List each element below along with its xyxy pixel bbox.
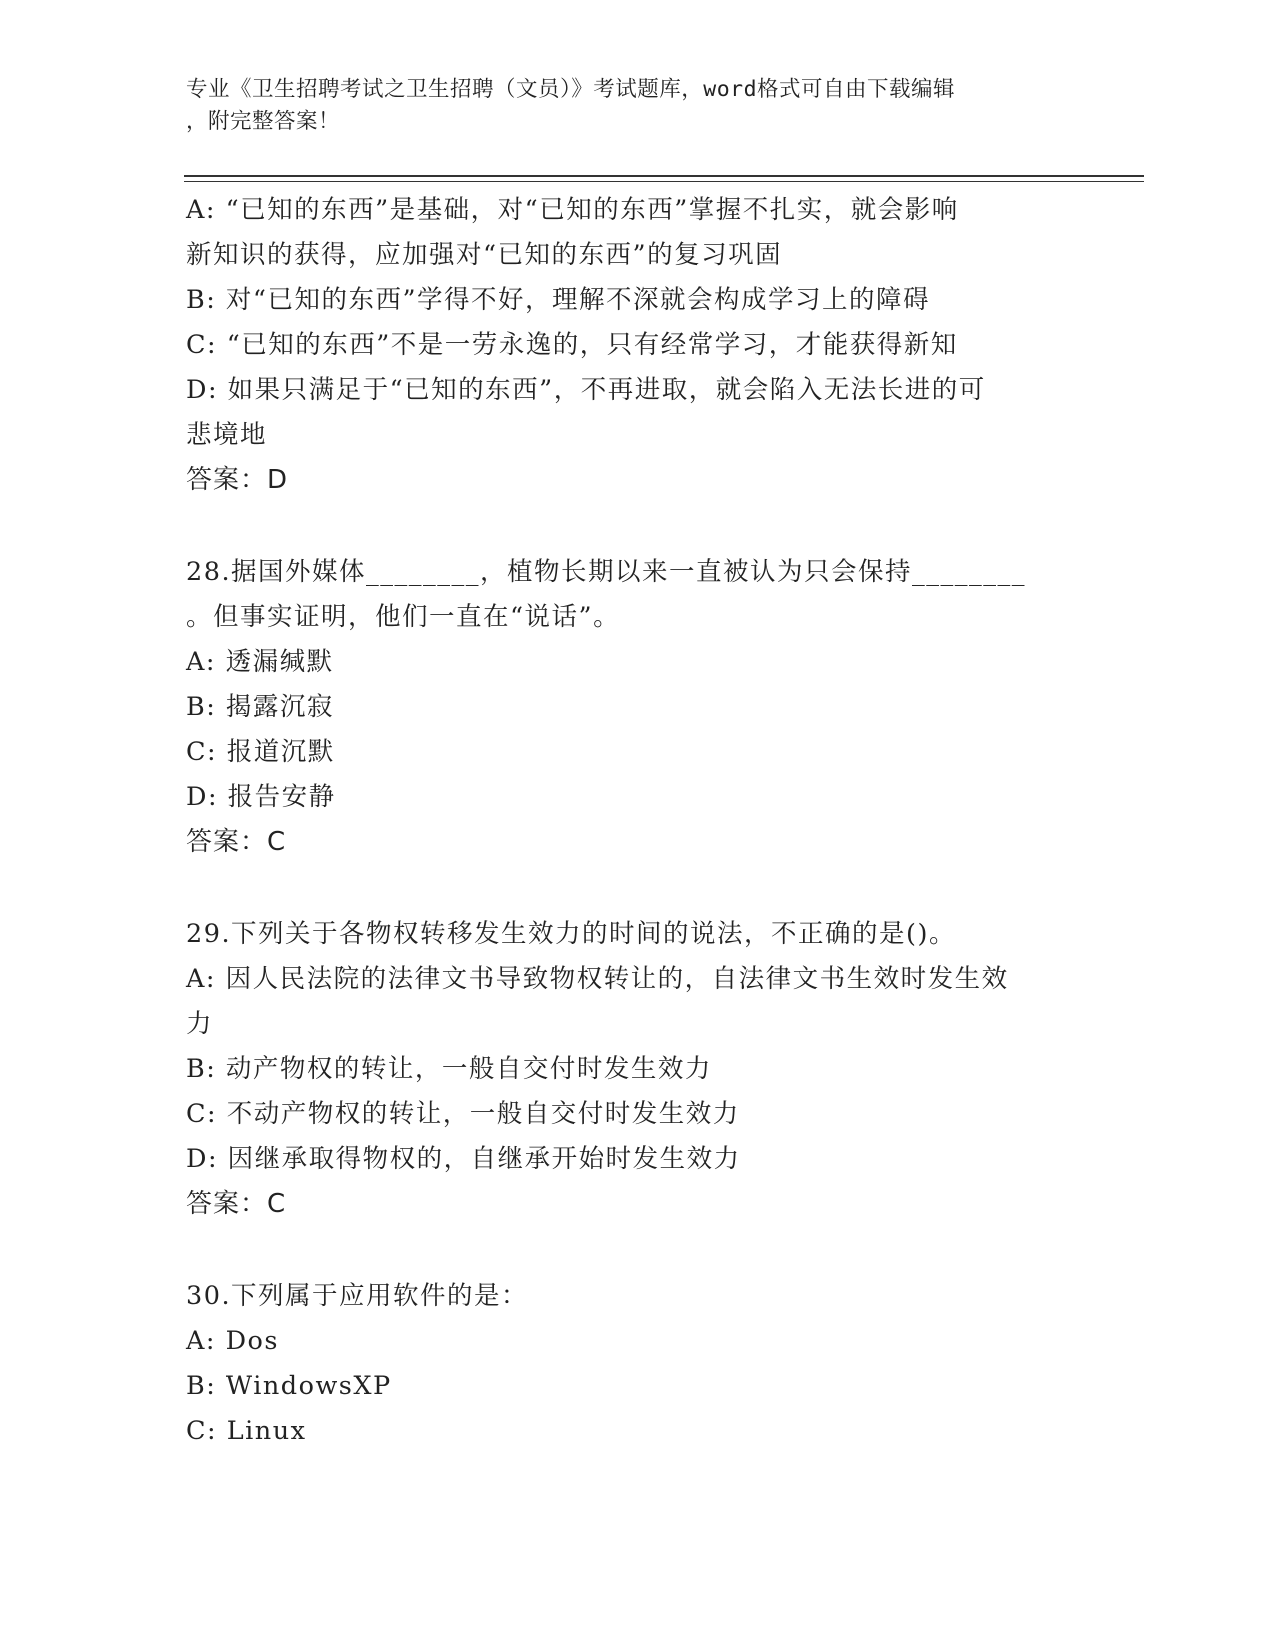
question-stem-line-2: 。但事实证明，他们一直在“说话”。 — [186, 602, 621, 632]
question-27 — [186, 188, 1086, 503]
option-d-line-2: 悲境地 — [186, 420, 268, 450]
header-rule-thin — [184, 181, 1144, 182]
option-b: B: 揭露沉寂 — [186, 692, 334, 722]
spacer — [186, 865, 1086, 912]
option-d-line-1: D: 如果只满足于“已知的东西”，不再进取，就会陷入无法长进的可 — [186, 375, 986, 405]
question-29 — [186, 912, 1086, 1227]
option-b: B: WindowsXP — [186, 1371, 392, 1401]
option-b: B: 对“已知的东西”学得不好，理解不深就会构成学习上的障碍 — [186, 285, 931, 315]
option-a: A: 透漏缄默 — [186, 647, 334, 677]
question-stem: 29.下列关于各物权转移发生效力的时间的说法，不正确的是()。 — [186, 919, 956, 949]
header-rule-thick — [184, 175, 1144, 177]
option-a-line-2: 力 — [186, 1009, 214, 1039]
spacer — [186, 503, 1086, 550]
question-28 — [186, 550, 1086, 865]
option-d: D: 报告安静 — [186, 782, 336, 812]
spacer — [186, 1227, 1086, 1274]
answer-28: 答案：C — [186, 827, 287, 857]
header-line-2: ，附完整答案！ — [186, 109, 341, 134]
question-30 — [186, 1274, 1086, 1454]
header-line-1: 专业《卫生招聘考试之卫生招聘（文员）》考试题库，word格式可自由下载编辑 — [186, 77, 956, 102]
question-stem: 30.下列属于应用软件的是： — [186, 1281, 529, 1311]
option-a-line-2: 新知识的获得，应加强对“已知的东西”的复习巩固 — [186, 240, 783, 270]
option-d: D: 因继承取得物权的，自继承开始时发生效力 — [186, 1144, 741, 1174]
option-a-line-1: A: 因人民法院的法律文书导致物权转让的，自法律文书生效时发生效 — [186, 964, 1009, 994]
option-c: C: “已知的东西”不是一劳永逸的，只有经常学习，才能获得新知 — [186, 330, 958, 360]
option-a-line-1: A: “已知的东西”是基础，对“已知的东西”掌握不扎实，就会影响 — [186, 195, 959, 225]
answer-27: 答案：D — [186, 465, 289, 495]
document-body — [186, 188, 1086, 1454]
answer-29: 答案：C — [186, 1189, 287, 1219]
option-b: B: 动产物权的转让，一般自交付时发生效力 — [186, 1054, 712, 1084]
option-c: C: 报道沉默 — [186, 737, 335, 767]
option-a: A: Dos — [186, 1326, 279, 1356]
option-c: C: 不动产物权的转让，一般自交付时发生效力 — [186, 1099, 740, 1129]
document-header — [186, 74, 1086, 138]
option-c: C: Linux — [186, 1416, 307, 1446]
question-stem-line-1: 28.据国外媒体________，植物长期以来一直被认为只会保持________ — [186, 557, 1027, 587]
